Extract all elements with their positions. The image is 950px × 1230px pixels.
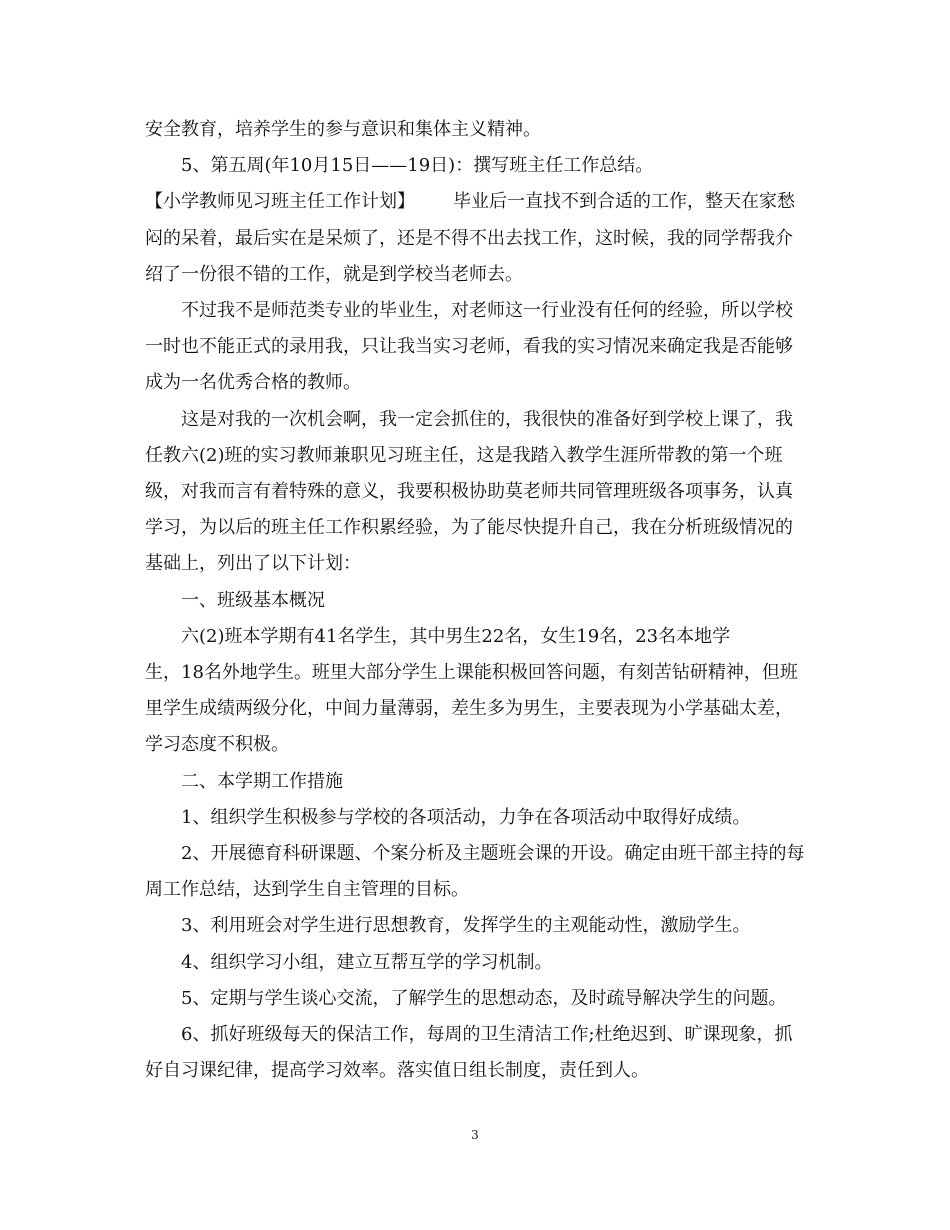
paragraph-text: 毕业后一直找不到合适的工作，整天在家愁闷的呆着，最后实在是呆烦了，还是不得不出去找工作，这时候，我的同学帮我介绍了一份很不错的工作，就是到学校当老师去。 <box>145 191 795 285</box>
paragraph: 生，18名外地学生。班里大部分学生上课能积极回答问题，有刻苦钻研精神，但班里学生成绩两级分化，中间力量薄弱，差生多为男生，主要表现为小学基础太差，学习态度不积极。 <box>145 662 798 756</box>
section-heading: 二、本学期工作措施 <box>181 770 343 792</box>
list-item: 3、利用班会对学生进行思想教育，发挥学生的主观能动性，激励学生。 <box>181 915 751 937</box>
paragraph: 六(2)班本学期有41名学生，其中男生22名，女生19名，23名本地学 <box>181 625 731 647</box>
paragraph: 5、第五周(年10月15日——19日)：撰写班主任工作总结。 <box>181 155 654 177</box>
document-body <box>145 112 805 1089</box>
list-item: 5、定期与学生谈心交流，了解学生的思想动态，及时疏导解决学生的问题。 <box>181 987 787 1009</box>
paragraph: 不过我不是师范类专业的毕业生，对老师这一行业没有任何的经验，所以学校一时也不能正式的录用我，只让我当实习老师，看我的实习情况来确定我是否能够成为一名优秀合格的教师。 <box>145 300 793 394</box>
section-title: 【小学教师见习班主任工作计划】 <box>145 191 415 213</box>
titled-paragraph <box>145 184 805 293</box>
section-heading: 一、班级基本概况 <box>181 589 325 611</box>
paragraph: 这是对我的一次机会啊，我一定会抓住的，我很快的准备好到学校上课了，我任教六(2)班的实习教师兼职见习班主任，这是我踏入教学生涯所带教的第一个班级，对我而言有着特殊的意义，我要积极协助莫老师共同管理班级各项事务，认真学习，为以后的班主任工作积累经验，为了能尽快提升自己，我在分析班级情况的基础上，列出了以下计划： <box>145 408 793 575</box>
paragraph: 安全教育，培养学生的参与意识和集体主义精神。 <box>145 119 541 140</box>
list-item: 2、开展德育科研课题、个案分析及主题班会课的开设。确定由班干部主持的每周工作总结，达到学生自主管理的目标。 <box>145 843 805 901</box>
list-item: 1、组织学生积极参与学校的各项活动，力争在各项活动中取得好成绩。 <box>181 806 751 828</box>
list-item: 4、组织学习小组，建立互帮互学的学习机制。 <box>181 951 553 973</box>
page-number: 3 <box>471 1128 479 1142</box>
list-item: 6、抓好班级每天的保洁工作，每周的卫生清洁工作;杜绝迟到、旷课现象，抓好自习课纪律，提高学习效率。落实值日组长制度，责任到人。 <box>145 1024 793 1082</box>
